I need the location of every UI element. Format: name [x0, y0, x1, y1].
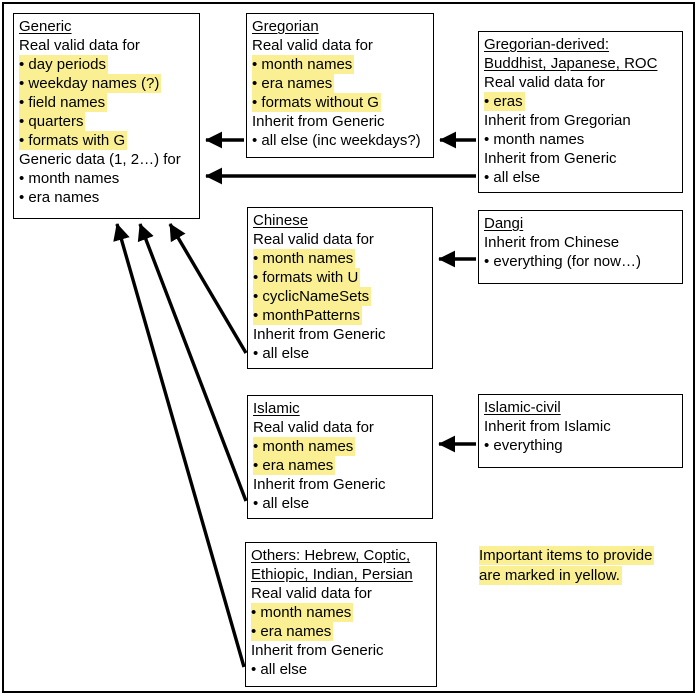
box-line: [252, 74, 428, 93]
box-line: Ethiopic, Indian, Persian: [251, 566, 413, 583]
box-line: Real valid data for: [253, 231, 374, 248]
box-line: Real valid data for: [484, 74, 605, 91]
box-line: • everything (for now…): [484, 253, 641, 270]
legend-note-line: [479, 566, 654, 586]
highlighted-item: • era names: [251, 623, 332, 640]
box-line: Real valid data for: [251, 585, 372, 602]
box-line: [484, 92, 677, 111]
legend-note-text: are marked in yellow.: [479, 567, 620, 584]
box-line: Islamic: [253, 400, 300, 417]
box-line: [253, 287, 427, 306]
box-line: • month names: [19, 170, 120, 187]
box-line: Real valid data for: [19, 37, 140, 54]
box-line: Others: Hebrew, Coptic,: [251, 547, 411, 564]
box-line: [251, 622, 431, 641]
box-islamic: [247, 395, 433, 519]
box-line: Inherit from Gregorian: [484, 112, 631, 129]
highlighted-item: • formats without G: [252, 94, 379, 111]
box-line: • all else: [251, 661, 308, 678]
box-line: Generic: [19, 18, 72, 35]
box-line: • all else: [253, 345, 310, 362]
box-line: Inherit from Chinese: [484, 234, 620, 251]
legend-note-text: Important items to provide: [479, 547, 653, 564]
box-line: Inherit from Generic: [251, 642, 384, 659]
box-chinese: [247, 207, 433, 369]
highlighted-item: • formats with G: [19, 132, 126, 149]
box-line: Generic data (1, 2…) for: [19, 151, 181, 168]
highlighted-item: • month names: [253, 250, 354, 267]
box-line: Inherit from Generic: [253, 326, 386, 343]
box-line: [253, 268, 427, 287]
box-line: Gregorian-derived:: [484, 36, 610, 53]
box-line: [252, 93, 428, 112]
box-line: • era names: [19, 189, 100, 206]
highlighted-item: • era names: [252, 75, 333, 92]
box-line: [19, 112, 194, 131]
legend-note-line: [479, 546, 654, 566]
highlighted-item: • quarters: [19, 113, 84, 130]
highlighted-item: • day periods: [19, 56, 106, 73]
box-line: [19, 55, 194, 74]
highlighted-item: • cyclicNameSets: [253, 288, 370, 305]
box-line: [253, 249, 427, 268]
box-line: [253, 456, 427, 475]
box-line: • month names: [484, 131, 585, 148]
highlighted-item: • era names: [253, 457, 334, 474]
box-line: [253, 306, 427, 325]
highlighted-item: • month names: [253, 438, 354, 455]
box-line: Real valid data for: [252, 37, 373, 54]
box-line: [19, 93, 194, 112]
box-line: Inherit from Generic: [484, 150, 617, 167]
box-line: Inherit from Generic: [253, 476, 386, 493]
box-line: • everything: [484, 437, 563, 454]
highlighted-item: • eras: [484, 93, 523, 110]
box-line: [19, 74, 194, 93]
box-line: [19, 131, 194, 150]
box-line: [252, 55, 428, 74]
box-line: [251, 603, 431, 622]
box-gregorian: [246, 13, 434, 158]
box-dangi: [478, 210, 683, 284]
highlighted-item: • month names: [252, 56, 353, 73]
box-line: • all else (inc weekdays?): [252, 132, 421, 149]
box-line: Islamic-civil: [484, 399, 561, 416]
box-line: Gregorian: [252, 18, 319, 35]
box-generic: [13, 13, 200, 219]
box-islamic-civil: [478, 394, 683, 468]
box-line: • all else: [253, 495, 310, 512]
box-line: Real valid data for: [253, 419, 374, 436]
box-gregorian-derived: [478, 31, 683, 193]
highlighted-item: • formats with U: [253, 269, 359, 286]
box-line: Dangi: [484, 215, 524, 232]
box-others: [245, 542, 437, 687]
box-line: [253, 437, 427, 456]
highlighted-item: • field names: [19, 94, 106, 111]
box-line: • all else: [484, 169, 541, 186]
highlighted-item: • month names: [251, 604, 352, 621]
highlighted-item: • weekday names (?): [19, 75, 160, 92]
box-line: Inherit from Generic: [252, 113, 385, 130]
highlighted-item: • monthPatterns: [253, 307, 360, 324]
box-line: Inherit from Islamic: [484, 418, 611, 435]
legend-note: [479, 546, 654, 586]
box-line: Chinese: [253, 212, 309, 229]
box-line: Buddhist, Japanese, ROC: [484, 55, 658, 72]
